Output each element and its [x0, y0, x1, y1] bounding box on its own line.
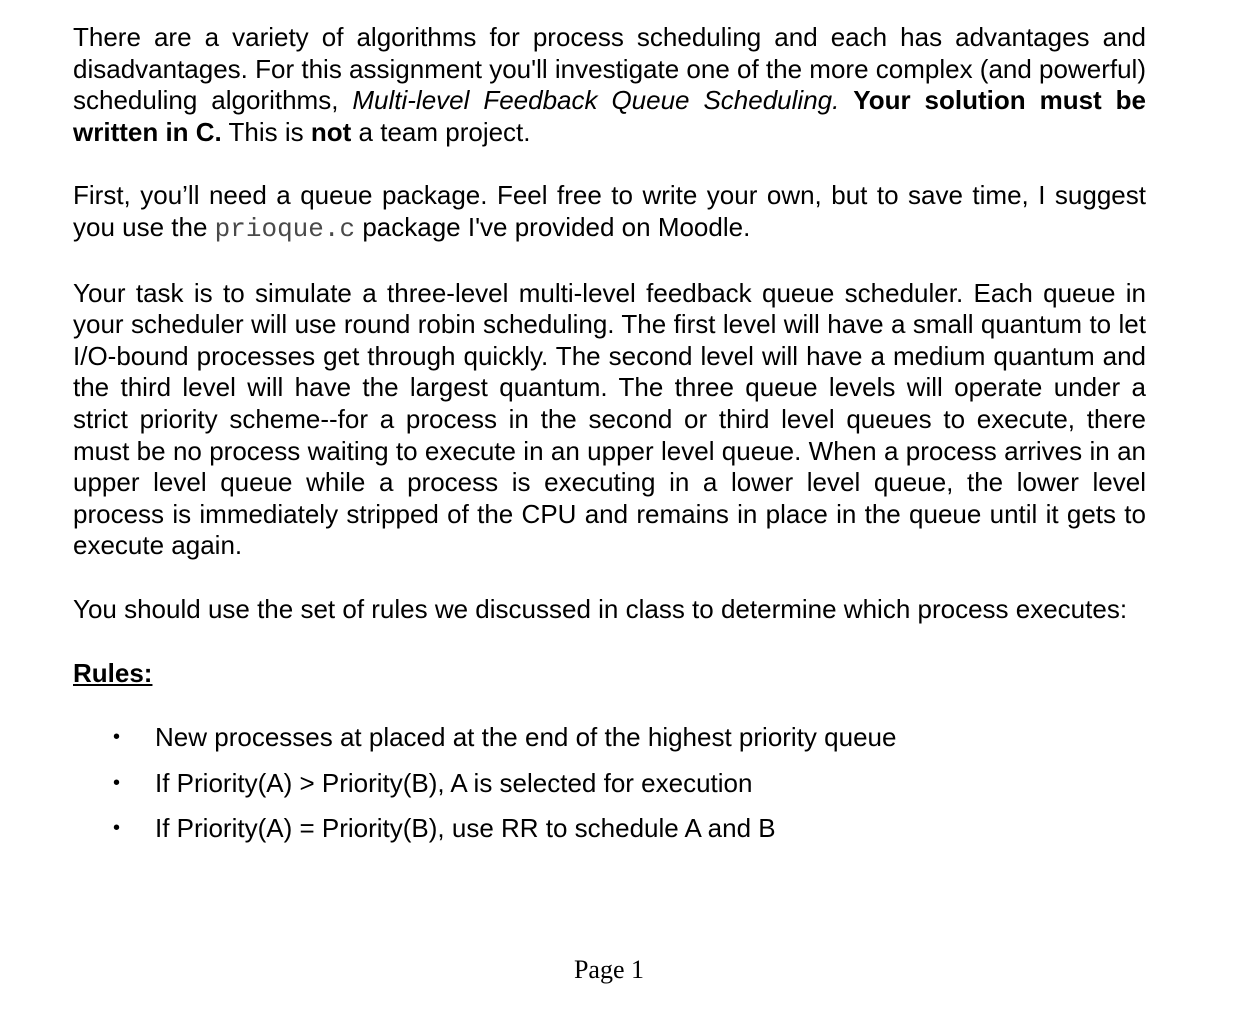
intro-text-c: This is — [221, 116, 311, 147]
queue-package-paragraph — [73, 180, 1146, 245]
page-number: Page 1 — [573, 955, 645, 984]
bullet-icon: • — [113, 771, 121, 794]
intro-text-a: There are a variety of algorithms for process scheduling and each has advantages and disadvantages. For this assignment you'll investigate one of the more complex (and powerful) scheduling algorithms, — [73, 22, 1146, 116]
rules-heading: Rules: — [73, 657, 153, 688]
bullet-icon: • — [113, 726, 121, 749]
intro-text-d: a team project. — [351, 116, 531, 147]
algorithm-name-italic: Multi-level Feedback Queue Scheduling. — [352, 85, 840, 116]
language-requirement-bold: Your solution must be written in C. — [73, 85, 1146, 147]
rule-item — [73, 813, 1146, 845]
not-bold: not — [310, 116, 352, 147]
bullet-icon: • — [113, 817, 121, 840]
intro-text-b — [839, 85, 853, 115]
intro-paragraph — [73, 22, 1146, 148]
rules-list — [73, 722, 1146, 845]
rules-intro-paragraph: You should use the set of rules we discussed in class to determine which process executes: — [73, 593, 1128, 624]
rule-item — [73, 768, 1146, 800]
task-paragraph: Your task is to simulate a three-level multi-level feedback queue scheduler. Each queue in your scheduler will use round robin scheduling. The first level will have a small quantum to let I/O-bound processes get through quickly. The second level will have a medium quantum and the third level will have the largest quantum. The three queue levels will operate under a strict priority scheme--for a process in the second or third level queues to execute, there must be no process waiting to execute in an upper level queue. When a process arrives in an upper level queue while a process is executing in a lower level queue, the lower level process is immediately stripped of the CPU and remains in place in the queue until it gets to execute again. — [73, 277, 1146, 561]
rule-text: New processes at placed at the end of the highest priority queue — [155, 722, 897, 753]
document-page — [73, 22, 1146, 859]
rule-item — [73, 722, 1146, 754]
queue-text-b: package I've provided on Moodle. — [355, 211, 751, 242]
prioque-code: prioque.c — [214, 213, 356, 244]
queue-text-a: First, you’ll need a queue package. Feel free to write your own, but to save time, I suggest you use the — [73, 180, 1146, 242]
rule-text: If Priority(A) = Priority(B), use RR to schedule A and B — [155, 813, 776, 844]
rule-text: If Priority(A) > Priority(B), A is selected for execution — [155, 767, 753, 798]
